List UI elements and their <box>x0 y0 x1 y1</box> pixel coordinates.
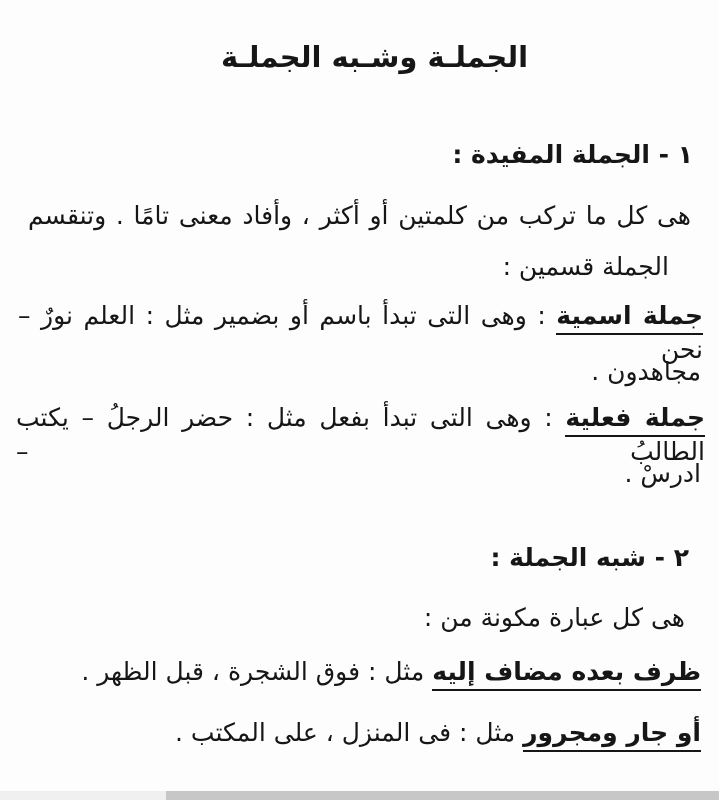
horizontal-scrollbar-track[interactable] <box>0 791 719 800</box>
preposition-phrase-term: أو جار ومجرور <box>523 718 701 752</box>
preposition-phrase-line <box>175 716 701 750</box>
preposition-phrase-examples: مثل : فى المنزل ، على المكتب . <box>175 718 524 747</box>
verbal-sentence-definition: : وهى التى تبدأ بفعل مثل : حضر الرجلُ – يكتب الطالبُ – <box>16 403 705 466</box>
adverb-phrase-examples: مثل : فوق الشجرة ، قبل الظهر . <box>81 657 433 686</box>
section2-heading: ٢ - شبه الجملة : <box>490 543 689 572</box>
section1-heading: ١ - الجملة المفيدة : <box>452 140 693 169</box>
horizontal-scrollbar-thumb[interactable] <box>166 791 719 800</box>
adverb-phrase-term: ظرف بعده مضاف إليه <box>432 657 701 691</box>
verbal-sentence-term: جملة فعلية <box>565 403 705 437</box>
section1-intro-line1: هى كل ما تركب من كلمتين أو أكثر ، وأفاد معنى تامًا . وتنقسم <box>28 201 691 230</box>
nominal-sentence-definition: : وهى التى تبدأ باسم أو بضمير مثل : العلم نورٌ – نحن <box>18 301 703 364</box>
verbal-sentence-line <box>16 401 705 469</box>
nominal-sentence-term: جملة اسمية <box>556 301 703 335</box>
nominal-sentence-continuation: مجاهدون . <box>591 357 701 386</box>
page-title: الجملـة وشـبه الجملـة <box>220 40 529 74</box>
verbal-sentence-continuation: ادرسْ . <box>624 459 701 488</box>
section2-intro: هى كل عبارة مكونة من : <box>423 603 685 632</box>
section1-intro-line2: الجملة قسمين : <box>502 252 669 281</box>
adverb-phrase-line <box>81 655 701 689</box>
